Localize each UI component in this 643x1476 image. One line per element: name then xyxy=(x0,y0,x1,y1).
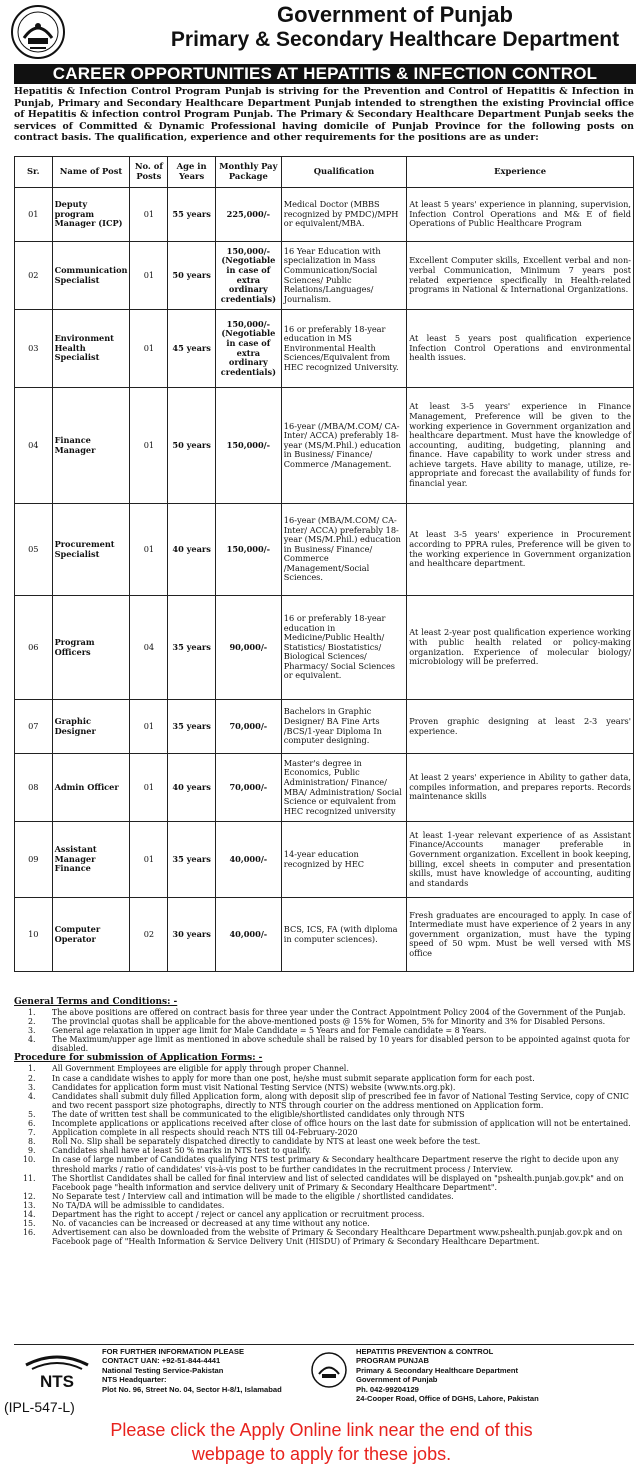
cell-age: 50 years xyxy=(168,388,216,504)
cell-pay: 150,000/- xyxy=(215,504,281,596)
table-row xyxy=(15,596,634,700)
cell-name: Program Officers xyxy=(52,596,130,700)
punjab-government-logo-icon xyxy=(10,4,66,60)
header xyxy=(0,0,643,66)
list-item: 15. No. of vacancies can be increased or decreased at any time without any notice. xyxy=(38,1219,634,1228)
list-item: 2. In case a candidate wishes to apply for more than one post, he/she must submit separate application form for each post. xyxy=(38,1074,634,1083)
cell-posts: 01 xyxy=(130,700,168,754)
program-contact xyxy=(356,1347,626,1403)
list-item: 11. The Shortlist Candidates shall be called for final interview and list of selected candidates will be displayed on "pshealth.punjab.gov.pk" and on Facebook page "health information and service delivery unit of Primary & Secondary Healthcare Department". xyxy=(38,1174,634,1192)
cell-age: 30 years xyxy=(168,898,216,972)
cell-exp: At least 2 years' experience in Ability to gather data, compiles information, and prepares reports. Records maintenance skills xyxy=(407,754,634,822)
cell-pay: 225,000/- xyxy=(215,188,281,242)
table-row xyxy=(15,310,634,388)
list-item: 4. Candidates shall submit duly filled Application form, along with deposit slip of prescribed fee in favor of National Testing Service, copy of CNIC and two recent passport size photographs, directly to NTS through courier on the address mentioned on Application form. xyxy=(38,1092,634,1110)
cell-exp: Proven graphic designing at least 2-3 years' experience. xyxy=(407,700,634,754)
cell-posts: 01 xyxy=(130,504,168,596)
cell-exp: At least 1-year relevant experience of as Assistant Finance/Accounts manager preferable in Government organization. Excellent in book keeping, billing, excel sheets in computer and presentation skills, must have knowledge of accounting, auditing and standards xyxy=(407,822,634,898)
cell-qual: Master's degree in Economics, Public Administration/ Finance/ MBA/ Administration/ Social Science or equivalent from HEC recognized university xyxy=(281,754,406,822)
cell-exp: At least 5 years' experience in planning, supervision, Infection Control Operations and M& E of field Operations of Public Healthcare Program xyxy=(407,188,634,242)
list-item: 10. In case of large number of Candidates qualifying NTS test primary & Secondary healthcare Department reserve the right to decide upon any threshold marks / ratio of candidates' vis-à-vis post to be further candidates in the recruitment process / Interview. xyxy=(38,1155,634,1173)
nts-logo-icon xyxy=(22,1351,92,1391)
table-row xyxy=(15,188,634,242)
contact-line: Plot No. 96, Street No. 04, Sector H-8/1, Islamabad xyxy=(102,1384,282,1394)
cell-posts: 01 xyxy=(130,754,168,822)
procedure-list xyxy=(14,1064,634,1246)
list-item: 12. No Separate test / Interview call and intimation will be made to the eligible / shortlisted candidates. xyxy=(38,1192,634,1201)
cell-exp: At least 5 years post qualification experience Infection Control Operations and environmental health issues. xyxy=(407,310,634,388)
cell-qual: Bachelors in Graphic Designer/ BA Fine Arts /BCS/1-year Diploma In computer designing. xyxy=(281,700,406,754)
cell-age: 35 years xyxy=(168,700,216,754)
cell-sr: 01 xyxy=(15,188,53,242)
cell-posts: 01 xyxy=(130,822,168,898)
table-row xyxy=(15,898,634,972)
cell-pay: 150,000/- (Negotiable in case of extra ordinary credentials) xyxy=(215,242,281,310)
cell-name: Graphic Designer xyxy=(52,700,130,754)
cell-sr: 05 xyxy=(15,504,53,596)
cell-age: 45 years xyxy=(168,310,216,388)
list-item: 4. The Maximum/upper age limit as mentioned in above schedule shall be raised by 10 years for disabled person to be appointed against quota for disabled. xyxy=(38,1035,634,1053)
cell-exp: At least 3-5 years' experience in Finance Management, Preference will be given to the working experience in Government organization and healthcare department. Must have the knowledge of accounting, auditing, budgeting, planning and finance. Have capability to work under stress and achieve targets. Have ability to manage, utilize, re-appropriate and forecast the availability of funds for financial year. xyxy=(407,388,634,504)
cell-age: 50 years xyxy=(168,242,216,310)
cell-exp: At least 3-5 years' experience in Procurement according to PPRA rules, Preference will be given to the working experience in Government organization and healthcare department. xyxy=(407,504,634,596)
cell-exp: At least 2-year post qualification experience working with public health related or policy-making organization. Experience of molecular biology/ microbiology will be preferred. xyxy=(407,596,634,700)
cell-qual: BCS, ICS, FA (with diploma in computer sciences). xyxy=(281,898,406,972)
table-row xyxy=(15,242,634,310)
contact-line: Ph. 042-99204129 xyxy=(356,1384,419,1394)
list-item: 14. Department has the right to accept / reject or cancel any application or recruitment process. xyxy=(38,1210,634,1219)
cell-age: 55 years xyxy=(168,188,216,242)
cell-name: Communication Specialist xyxy=(52,242,130,310)
cell-age: 40 years xyxy=(168,754,216,822)
cell-pay: 40,000/- xyxy=(215,822,281,898)
contact-line: PROGRAM PUNJAB xyxy=(356,1356,429,1366)
cell-name: Assistant Manager Finance xyxy=(52,822,130,898)
cell-qual: 16-year (/MBA/M.COM/ CA-Inter/ ACCA) preferably 18-year (MS/M.Phil.) education in Business/ Finance/ Commerce /Management. xyxy=(281,388,406,504)
cell-name: Admin Officer xyxy=(52,754,130,822)
cell-exp: Fresh graduates are encouraged to apply. In case of Intermediate must have experience of 2 years in any government organization, must have the typing speed of 50 wpm. Must be well versed with MS office xyxy=(407,898,634,972)
cell-qual: 16-year (MBA/M.COM/ CA-Inter/ ACCA) preferably 18-year (MS/M.Phil.) education in Business/ Finance/ Commerce /Management/Social Sciences. xyxy=(281,504,406,596)
contact-line: CONTACT UAN: +92-51-844-4441 xyxy=(102,1356,221,1366)
contact-line: Government of Punjab xyxy=(356,1375,438,1385)
list-item: 13. No TA/DA will be admissible to candidates. xyxy=(38,1201,634,1210)
contact-line: FOR FURTHER INFORMATION PLEASE xyxy=(102,1347,245,1356)
table-row xyxy=(15,388,634,504)
cell-posts: 01 xyxy=(130,242,168,310)
cell-sr: 10 xyxy=(15,898,53,972)
table-row xyxy=(15,822,634,898)
col-pay: Monthly Pay Package xyxy=(215,157,281,188)
list-item: 1. All Government Employees are eligible for apply through proper Channel. xyxy=(38,1064,634,1073)
table-header-row xyxy=(15,157,634,188)
list-item: 7. Application complete in all respects should reach NTS till 04-February-2020 xyxy=(38,1128,634,1137)
col-qual: Qualification xyxy=(281,157,406,188)
list-item: 9. Candidates shall have at least 50 % marks in NTS test to qualify. xyxy=(38,1146,634,1155)
cell-pay: 150,000/- (Negotiable in case of extra ordinary credentials) xyxy=(215,310,281,388)
cell-sr: 03 xyxy=(15,310,53,388)
list-item: 6. Incomplete applications or applications received after close of office hours on the last date for submission of application will not be entertained. xyxy=(38,1119,634,1128)
cell-name: Computer Operator xyxy=(52,898,130,972)
cell-posts: 01 xyxy=(130,188,168,242)
cell-posts: 01 xyxy=(130,310,168,388)
cell-age: 40 years xyxy=(168,504,216,596)
cell-posts: 01 xyxy=(130,388,168,504)
cell-sr: 07 xyxy=(15,700,53,754)
cell-pay: 40,000/- xyxy=(215,898,281,972)
table-row xyxy=(15,700,634,754)
contact-line: Primary & Secondary Healthcare Department xyxy=(356,1365,519,1375)
col-exp: Experience xyxy=(407,157,634,188)
nts-contact xyxy=(102,1347,292,1394)
cell-sr: 04 xyxy=(15,388,53,504)
department-title: Primary & Secondary Healthcare Department xyxy=(170,28,620,51)
list-item: 5. The date of written test shall be communicated to the eligible/shortlisted candidates only through NTS xyxy=(38,1110,634,1119)
col-age: Age in Years xyxy=(168,157,216,188)
table-row xyxy=(15,504,634,596)
contact-line: 24-Cooper Road, Office of DGHS, Lahore, Pakistan xyxy=(356,1394,539,1404)
cell-qual: 16 or preferably 18-year education in Medicine/Public Health/ Statistics/ Biostatistics/ Biological Sciences/ Pharmacy/ Social Sciences or equivalent. xyxy=(281,596,406,700)
cell-sr: 08 xyxy=(15,754,53,822)
intro-paragraph: Hepatitis & Infection Control Program Punjab is striving for the Prevention and Control of Hepatitis & Infection in Punjab, Primary and Secondary Healthcare Department Punjab intended to strengthen the existing Provincial office of Hepatitis & infection control Program Punjab. The Primary & Secondary Healthcare Department Punjab seeks the services of Committed & Dynamic Professional having domicile of Punjab Province for the following posts on contract basis. The qualification, experience and other requirements for the positions are as under: xyxy=(14,86,634,144)
cell-age: 35 years xyxy=(168,596,216,700)
cell-sr: 09 xyxy=(15,822,53,898)
cell-pay: 90,000/- xyxy=(215,596,281,700)
banner-heading: CAREER OPPORTUNITIES AT HEPATITIS & INFECTION CONTROL xyxy=(14,64,636,84)
cell-name: Environment Health Specialist xyxy=(52,310,130,388)
procedure-heading: Procedure for submission of Application Forms: - xyxy=(14,1053,263,1064)
contact-line: National Testing Service-Pakistan xyxy=(102,1365,224,1375)
list-item: 8. Roll No. Slip shall be separately dispatched directly to candidate by NTS at least one week before the test. xyxy=(38,1137,634,1146)
terms-list xyxy=(14,1008,634,1053)
notice-line: webpage to apply for these jobs. xyxy=(191,1444,452,1464)
punjab-seal-icon xyxy=(310,1351,348,1389)
footer xyxy=(14,1344,634,1404)
cell-posts: 04 xyxy=(130,596,168,700)
contact-line: HEPATITIS PREVENTION & CONTROL xyxy=(356,1347,494,1356)
cell-exp: Excellent Computer skills, Excellent verbal and non-verbal Communication, Minimum 7 years post related experience specifically in Health-related programs in National & International Organizations. xyxy=(407,242,634,310)
col-name: Name of Post xyxy=(52,157,130,188)
list-item: 3. General age relaxation in upper age limit for Male Candidate = 5 Years and for Female candidate = 8 Years. xyxy=(38,1026,634,1035)
terms-heading: General Terms and Conditions: - xyxy=(14,997,178,1007)
list-item: 1. The above positions are offered on contract basis for three year under the Contract Appointment Policy 2004 of the Government of the Punjab. xyxy=(38,1008,634,1017)
page-title: Government of Punjab xyxy=(277,2,513,27)
cell-pay: 70,000/- xyxy=(215,700,281,754)
nts-logo-text: NTS xyxy=(40,1372,74,1391)
cell-sr: 06 xyxy=(15,596,53,700)
contact-line: NTS Headquarter: xyxy=(102,1375,167,1385)
terms-section xyxy=(14,997,634,1246)
cell-qual: 16 Year Education with specialization in Mass Communication/Social Sciences/ Public Relations/Languages/ Journalism. xyxy=(281,242,406,310)
cell-qual: 16 or preferably 18-year education in MS Environmental Health Sciences/Equivalent from HEC recognized University. xyxy=(281,310,406,388)
cell-posts: 02 xyxy=(130,898,168,972)
cell-age: 35 years xyxy=(168,822,216,898)
notice-line: Please click the Apply Online link near the end of this xyxy=(110,1420,533,1440)
cell-name: Procurement Specialist xyxy=(52,504,130,596)
cell-name: Deputy program Manager (ICP) xyxy=(52,188,130,242)
cell-qual: Medical Doctor (MBBS recognized by PMDC)/MPH or equivalent/MBA. xyxy=(281,188,406,242)
cell-pay: 150,000/- xyxy=(215,388,281,504)
list-item: 16. Advertisement can also be downloaded from the website of Primary & Secondary Healthcare Department www.pshealth.punjab.gov.pk and on Facebook page of "Health Information & Service Delivery Unit (HISDU) of Primary & Secondary Healthcare Department. xyxy=(38,1228,634,1246)
cell-pay: 70,000/- xyxy=(215,754,281,822)
col-sr: Sr. xyxy=(15,157,53,188)
cell-qual: 14-year education recognized by HEC xyxy=(281,822,406,898)
posts-table xyxy=(14,156,634,972)
list-item: 2. The provincial quotas shall be applicable for the above-mentioned posts @ 15% for Women, 5% for Minority and 3% for Disabled Persons. xyxy=(38,1017,634,1026)
cell-sr: 02 xyxy=(15,242,53,310)
cell-name: Finance Manager xyxy=(52,388,130,504)
col-posts: No. of Posts xyxy=(130,157,168,188)
apply-notice xyxy=(0,1418,643,1466)
list-item: 3. Candidates for application form must visit National Testing Service (NTS) website (www.nts.org.pk). xyxy=(38,1083,634,1092)
ipl-code: (IPL-547-L) xyxy=(4,1399,75,1415)
table-row xyxy=(15,754,634,822)
